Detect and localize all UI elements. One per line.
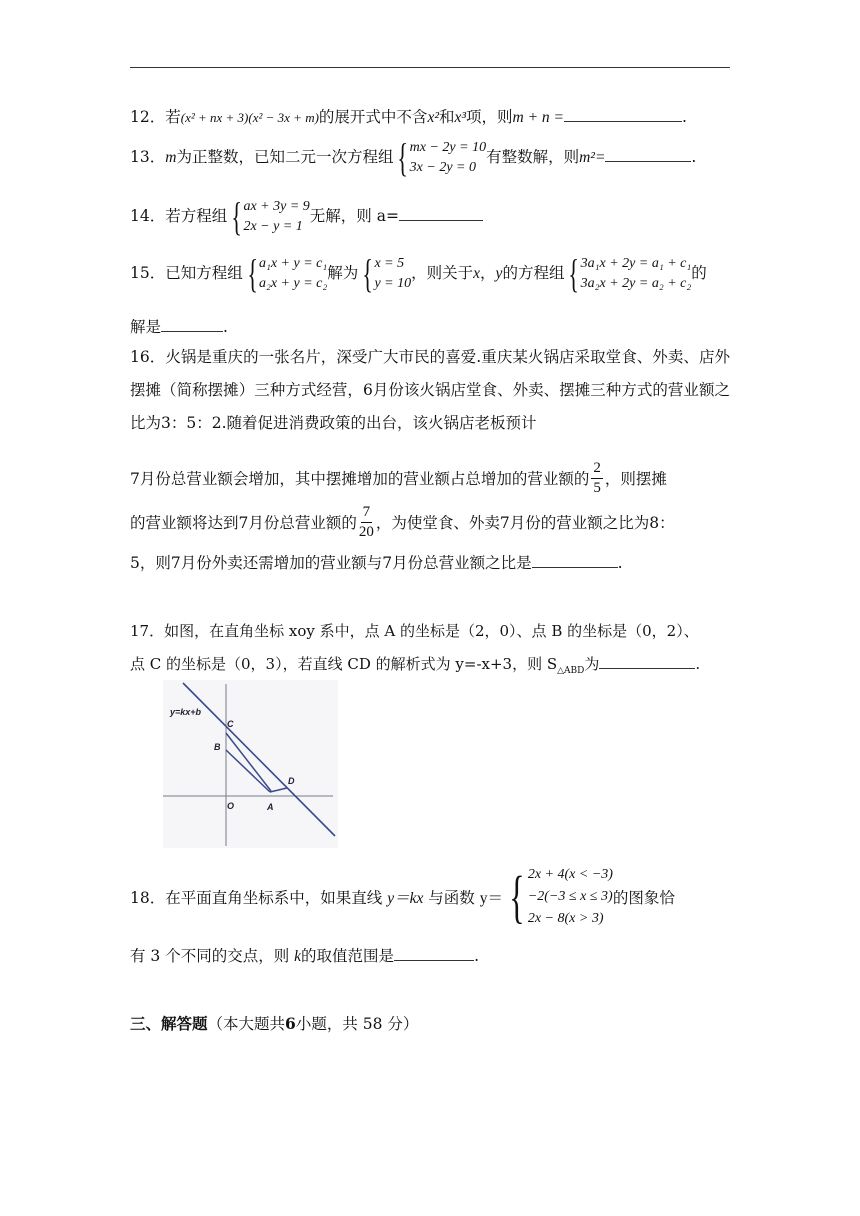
question-17-line2: 点 C 的坐标是（0，3），若直线 CD 的解析式为 y=-x+3，则 $S_{\triangle ABD}$为 . <box>130 652 730 676</box>
answer-blank[interactable] <box>605 145 691 162</box>
question-15: 15．已知方程组 { a₁x + y = c₁ a₂x + y = c₂ 解为 { x = 5 y = 10 ，则关于x，y的方程组 { 3a₁x + 2y = a₁ + c₁ 3a₂x + 2y = a₂ + c₂ 的 <box>130 251 707 296</box>
question-number: 18． <box>130 889 166 907</box>
equation-system: { a₁x + y = c₁ a₂x + y = c₂ <box>247 251 328 296</box>
answer-blank[interactable] <box>532 551 618 568</box>
line-label: y=kx+b <box>170 707 202 717</box>
piecewise-function: { 2x + 4(x < −3) −2(−3 ≤ x ≤ 3) 2x − 8(x > 3) <box>509 864 613 929</box>
question-12: 12．若(x² + nx + 3)(x² − 3x + m)的展开式中不含x²和x³项，则m + n = . <box>130 105 730 127</box>
question-18: 18． 在平面直角坐标系中，如果直线 y＝kx 与函数 y＝ { 2x + 4(x < −3) −2(−3 ≤ x ≤ 3) 2x − 8(x > 3) 的图象恰 <box>130 864 675 929</box>
label-a: A <box>267 802 274 812</box>
label-b: B <box>214 742 221 752</box>
question-15-line2: 解是 . <box>130 315 730 337</box>
expression: (x² + nx + 3)(x² − 3x + m) <box>180 110 319 125</box>
question-17: 17．如图，在直角坐标 xoy 系中，点 A 的坐标是（2，0）、点 B 的坐标是（0，2）、 <box>130 622 699 640</box>
label-o: O <box>227 801 235 811</box>
fraction-7-20: $\frac{7}{20}$ <box>358 503 374 540</box>
coordinate-figure <box>163 680 338 848</box>
equation-system: { ax + 3y = 9 2x − y = 1 <box>231 194 310 239</box>
question-number: 15． <box>130 264 166 282</box>
label-d: D <box>288 776 295 786</box>
question-16-line5: 的营业额将达到7月份总营业额的 $\frac{7}{20}$ ，为使堂食、外卖7月份的营业额之比为8： <box>130 503 675 540</box>
question-16-line4: 7月份总营业额会增加，其中摆摊增加的营业额占总增加的营业额的 $\frac{2}{5}$ ，则摆摊 <box>130 459 667 496</box>
header-rule <box>130 67 730 68</box>
question-14: 14．若方程组 { ax + 3y = 9 2x − y = 1 无解，则 a= <box>130 197 730 237</box>
answer-blank[interactable] <box>399 204 483 221</box>
answer-blank[interactable] <box>394 944 474 961</box>
section-header: 三、解答题（本大题共6小题，共 58 分） <box>130 1014 419 1033</box>
question-number: 13． <box>130 148 166 166</box>
label-c: C <box>227 719 234 729</box>
question-number: 12． <box>130 108 166 126</box>
question-13: 13．m为正整数，已知二元一次方程组 { mx − 2y = 10 3x − 2y = 0 有整数解，则m²= . <box>130 135 697 180</box>
question-number: 14． <box>130 207 166 225</box>
section-title: 三、解答题 <box>130 1014 208 1033</box>
fraction-2-5: $\frac{2}{5}$ <box>593 459 601 496</box>
equation-system-2: { 3a₁x + 2y = a₁ + c₁ 3a₂x + 2y = a₂ + c₂ <box>568 251 692 296</box>
answer-blank[interactable] <box>564 105 682 122</box>
solution-system: { x = 5 y = 10 <box>362 251 412 296</box>
answer-blank[interactable] <box>599 652 695 669</box>
question-16-line6: 5，则7月份外卖还需增加的营业额与7月份总营业额之比是 . <box>130 551 730 573</box>
question-16: 16．火锅是重庆的一张名片，深受广大市民的喜爱.重庆某火锅店采取堂食、外卖、店外摆摊（简称摆摊）三种方式经营，6月份该火锅店堂食、外卖、摆摊三种方式的营业额之比为3：5：2.随着促进消费政策的出台，该火锅店老板预计 <box>130 348 730 432</box>
question-18-line2: 有 3 个不同的交点，则 k的取值范围是 . <box>130 944 730 966</box>
answer-blank[interactable] <box>161 315 223 332</box>
equation-system: { mx − 2y = 10 3x − 2y = 0 <box>397 135 487 180</box>
